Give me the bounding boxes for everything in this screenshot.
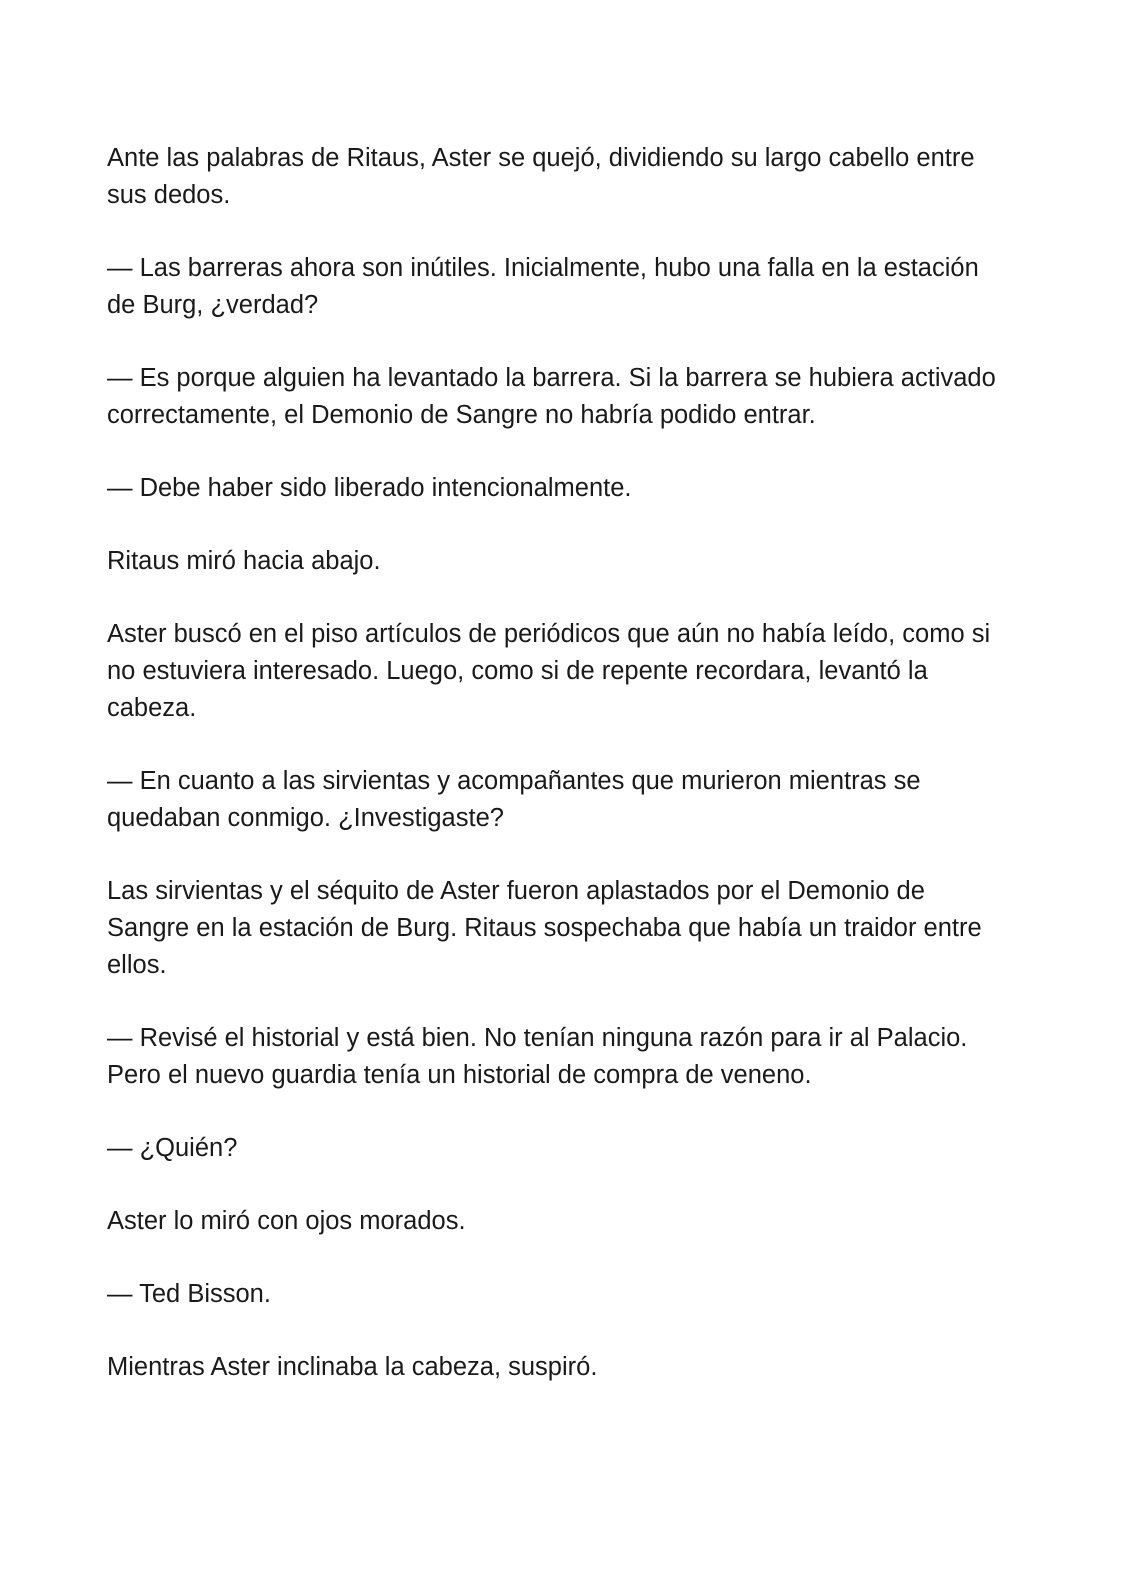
document-body <box>107 140 1007 1422</box>
paragraph-1: Ante las palabras de Ritaus, Aster se quejó, dividiendo su largo cabello entre sus dedos. <box>107 144 975 209</box>
paragraph-11: Aster lo miró con ojos morados. <box>107 1207 466 1235</box>
paragraph-8: Las sirvientas y el séquito de Aster fueron aplastados por el Demonio de Sangre en la estación de Burg. Ritaus sospechaba que había un traidor entre ellos. <box>107 877 982 979</box>
paragraph-6: Aster buscó en el piso artículos de periódicos que aún no había leído, como si no estuviera interesado. Luego, como si de repente recordara, levantó la cabeza. <box>107 620 991 722</box>
paragraph-3: — Es porque alguien ha levantado la barrera. Si la barrera se hubiera activado correctamente, el Demonio de Sangre no habría podido entrar. <box>107 364 996 429</box>
paragraph-5: Ritaus miró hacia abajo. <box>107 547 381 575</box>
paragraph-9: — Revisé el historial y está bien. No tenían ninguna razón para ir al Palacio. Pero el nuevo guardia tenía un historial de compra de veneno. <box>107 1024 968 1089</box>
paragraph-10: — ¿Quién? <box>107 1134 238 1162</box>
paragraph-13: Mientras Aster inclinaba la cabeza, suspiró. <box>107 1353 598 1381</box>
paragraph-2: — Las barreras ahora son inútiles. Inicialmente, hubo una falla en la estación de Burg, ¿verdad? <box>107 254 979 319</box>
paragraph-12: — Ted Bisson. <box>107 1280 271 1308</box>
paragraph-4: — Debe haber sido liberado intencionalmente. <box>107 474 632 502</box>
paragraph-7: — En cuanto a las sirvientas y acompañantes que murieron mientras se quedaban conmigo. ¿Investigaste? <box>107 767 921 832</box>
